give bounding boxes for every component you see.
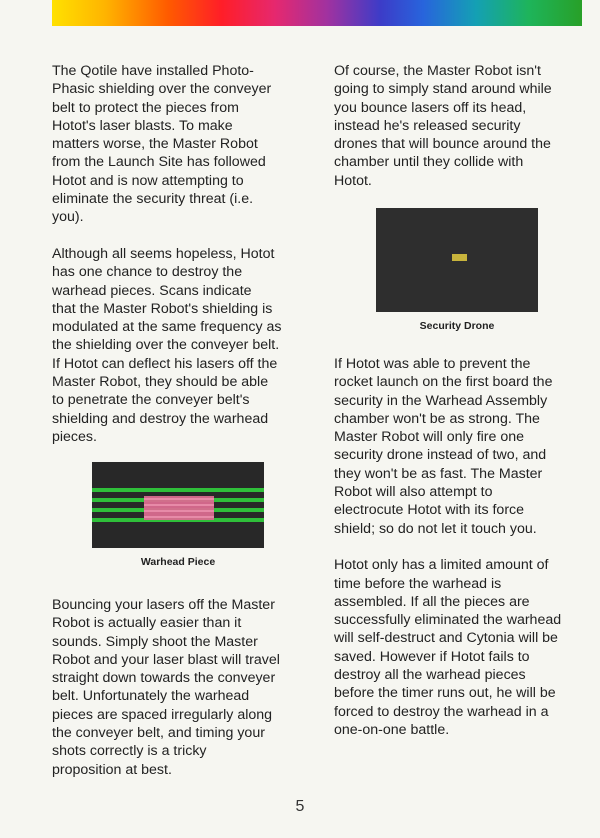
warhead-piece-figure [92,462,264,548]
paragraph-hopeless: Although all seems hopeless, Hotot has one chance to destroy the warhead pieces. Scans indicate that the Master Robot's shielding is modulated at the same frequency as the shielding over the conveyer belt. If Hotot can deflect his lasers off the Master Robot, they should be able to penetrate the conveyer belt's shielding and destroy the warhead pieces. [52,245,282,445]
paragraph-bouncing: Bouncing your lasers off the Master Robot is actually easier than it sounds. Simply shoot the Master Robot and your laser blast will travel straight down towards the conveyer belt. Unfortunately the warhead pieces are spaced irregularly along the conveyer belt, and timing your shots correctly is a tricky proposition at best. [52,597,280,778]
page-number: 5 [295,798,305,815]
warhead-piece-graphic [92,462,264,548]
right-column-lower [334,355,584,758]
paragraph-shielding: The Qotile have installed Photo- Phasic shielding over the conveyer belt to protect the pieces from Hotot's laser blasts. To make matters worse, the Master Robot from the Launch Site has followed Hotot and is now attempting to eliminate the security threat (i.e. you). [52,63,272,226]
paragraph-time-limit: Hotot only has a limited amount of time before the warhead is assembled. If all the pieces are successfully eliminated the warhead will self-destruct and Cytonia will be saved. However if Hotot fails to destroy all the warhead pieces before the timer runs out, he will be forced to destroy the warhead in a one-on-one battle. [334,557,562,738]
security-drone-figure [376,208,538,312]
warhead-piece-caption: Warhead Piece [140,556,216,568]
left-column-upper [52,62,302,465]
security-drone-caption: Security Drone [419,320,495,332]
paragraph-master-robot: Of course, the Master Robot isn't going to simply stand around while you bounce lasers off its head, instead he's released security drones that will bounce around the chamber until they collide with Hotot. [334,63,552,189]
security-drone-graphic [376,208,538,312]
left-column-lower [52,596,302,797]
rainbow-header-bar [52,0,582,26]
paragraph-first-board: If Hotot was able to prevent the rocket launch on the first board the security in the Warhead Assembly chamber won't be as strong. The Master Robot will only fire one security drone instead of two, and they won't be as fast. The Master Robot will also attempt to electrocute Hotot with its force shield; so do not let it touch you. [334,356,553,537]
right-column-upper [334,62,584,208]
